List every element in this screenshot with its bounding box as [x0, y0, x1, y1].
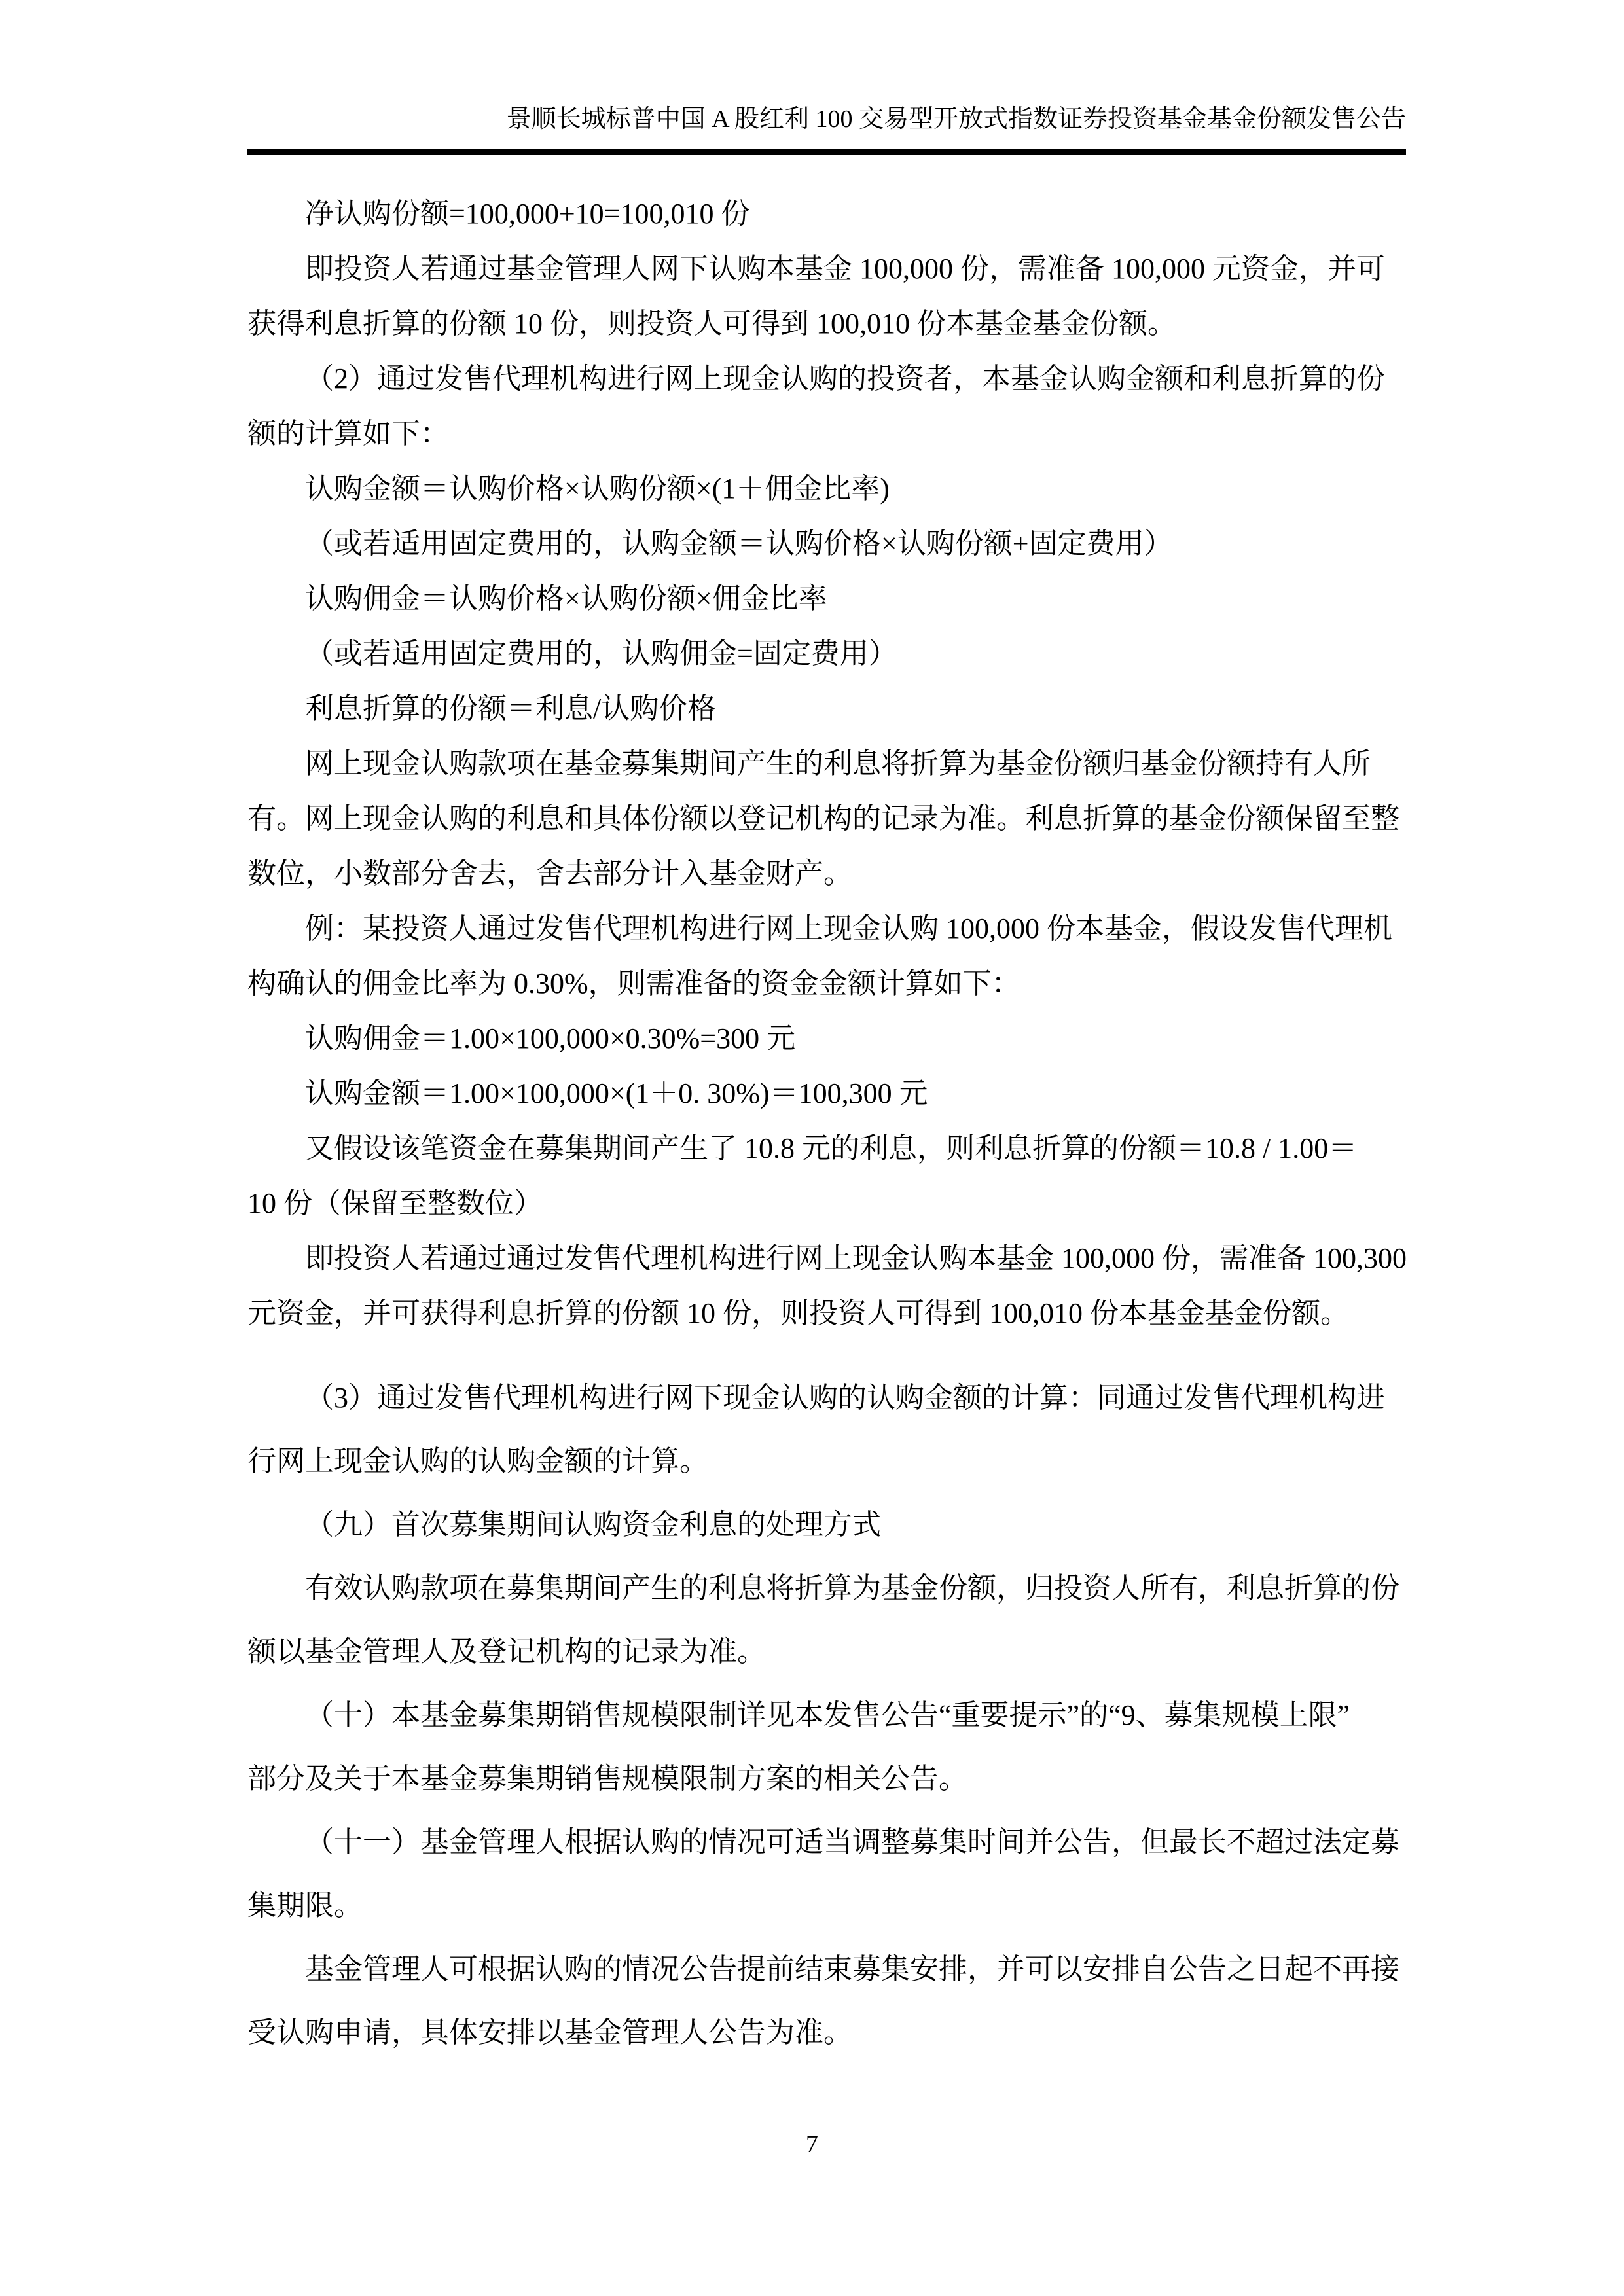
text-line: （九）首次募集期间认购资金利息的处理方式 [305, 1509, 881, 1541]
text-line: 认购佣金＝1.00×100,000×0.30%=300 元 [305, 1022, 796, 1054]
text-line: 10 份（保留至整数位） [247, 1187, 543, 1219]
text-line: 行网上现金认购的认购金额的计算。 [247, 1445, 708, 1477]
text-line: 认购佣金＝认购价格×认购份额×佣金比率 [305, 583, 827, 615]
body-section-1 [247, 187, 1419, 1341]
text-line: 即投资人若通过通过发售代理机构进行网上现金认购本基金 100,000 份，需准备 100,300 [305, 1242, 1407, 1274]
text-line: 有效认购款项在募集期间产生的利息将折算为基金份额，归投资人所有，利息折算的份 [305, 1572, 1399, 1604]
text-line: 数位，小数部分舍去，舍去部分计入基金财产。 [247, 857, 852, 889]
text-line: （十一）基金管理人根据认购的情况可适当调整募集时间并公告，但最长不超过法定募 [305, 1826, 1399, 1858]
text-line: 又假设该笔资金在募集期间产生了 10.8 元的利息，则利息折算的份额＝10.8 / 1.00＝ [305, 1132, 1358, 1164]
text-line: 元资金，并可获得利息折算的份额 10 份，则投资人可得到 100,010 份本基金基金份额。 [247, 1297, 1349, 1329]
text-line: （或若适用固定费用的，认购金额＝认购价格×认购份额+固定费用） [305, 528, 1173, 560]
text-line: 集期限。 [247, 1890, 363, 1922]
text-line: 即投资人若通过基金管理人网下认购本基金 100,000 份，需准备 100,000 元资金，并可 [305, 253, 1385, 285]
text-line: 获得利息折算的份额 10 份，则投资人可得到 100,010 份本基金基金份额。 [247, 308, 1176, 340]
text-line: 部分及关于本基金募集期销售规模限制方案的相关公告。 [247, 1763, 967, 1795]
text-line: 认购金额＝认购价格×认购份额×(1＋佣金比率) [305, 473, 890, 505]
text-line: （3）通过发售代理机构进行网下现金认购的认购金额的计算：同通过发售代理机构进 [305, 1382, 1385, 1414]
page-number: 7 [806, 2130, 818, 2158]
text-line: 构确认的佣金比率为 0.30%，则需准备的资金金额计算如下： [247, 967, 1020, 999]
page-header-title: 景顺长城标普中国 A 股红利 100 交易型开放式指数证券投资基金基金份额发售公告 [506, 105, 1406, 133]
text-line: 有。网上现金认购的利息和具体份额以登记机构的记录为准。利息折算的基金份额保留至整 [247, 802, 1399, 834]
text-line: （或若适用固定费用的，认购佣金=固定费用） [305, 637, 897, 670]
text-line: 网上现金认购款项在基金募集期间产生的利息将折算为基金份额归基金份额持有人所 [305, 747, 1371, 780]
text-line: （十）本基金募集期销售规模限制详见本发售公告“重要提示”的“9、募集规模上限” [305, 1699, 1350, 1731]
text-line: （2）通过发售代理机构进行网上现金认购的投资者，本基金认购金额和利息折算的份 [305, 363, 1385, 395]
text-line: 额的计算如下： [247, 418, 449, 450]
text-line: 认购金额＝1.00×100,000×(1＋0. 30%)＝100,300 元 [305, 1077, 928, 1109]
text-line: 净认购份额=100,000+10=100,010 份 [305, 198, 750, 230]
text-line: 额以基金管理人及登记机构的记录为准。 [247, 1636, 766, 1668]
text-line: 例：某投资人通过发售代理机构进行网上现金认购 100,000 份本基金，假设发售代理机 [305, 912, 1392, 944]
body-section-2 [247, 1366, 1419, 2064]
text-line: 受认购申请，具体安排以基金管理人公告为准。 [247, 2017, 852, 2049]
text-line: 基金管理人可根据认购的情况公告提前结束募集安排，并可以安排自公告之日起不再接 [305, 1953, 1399, 1985]
text-line: 利息折算的份额＝利息/认购价格 [305, 692, 717, 725]
header-rule [247, 149, 1406, 155]
